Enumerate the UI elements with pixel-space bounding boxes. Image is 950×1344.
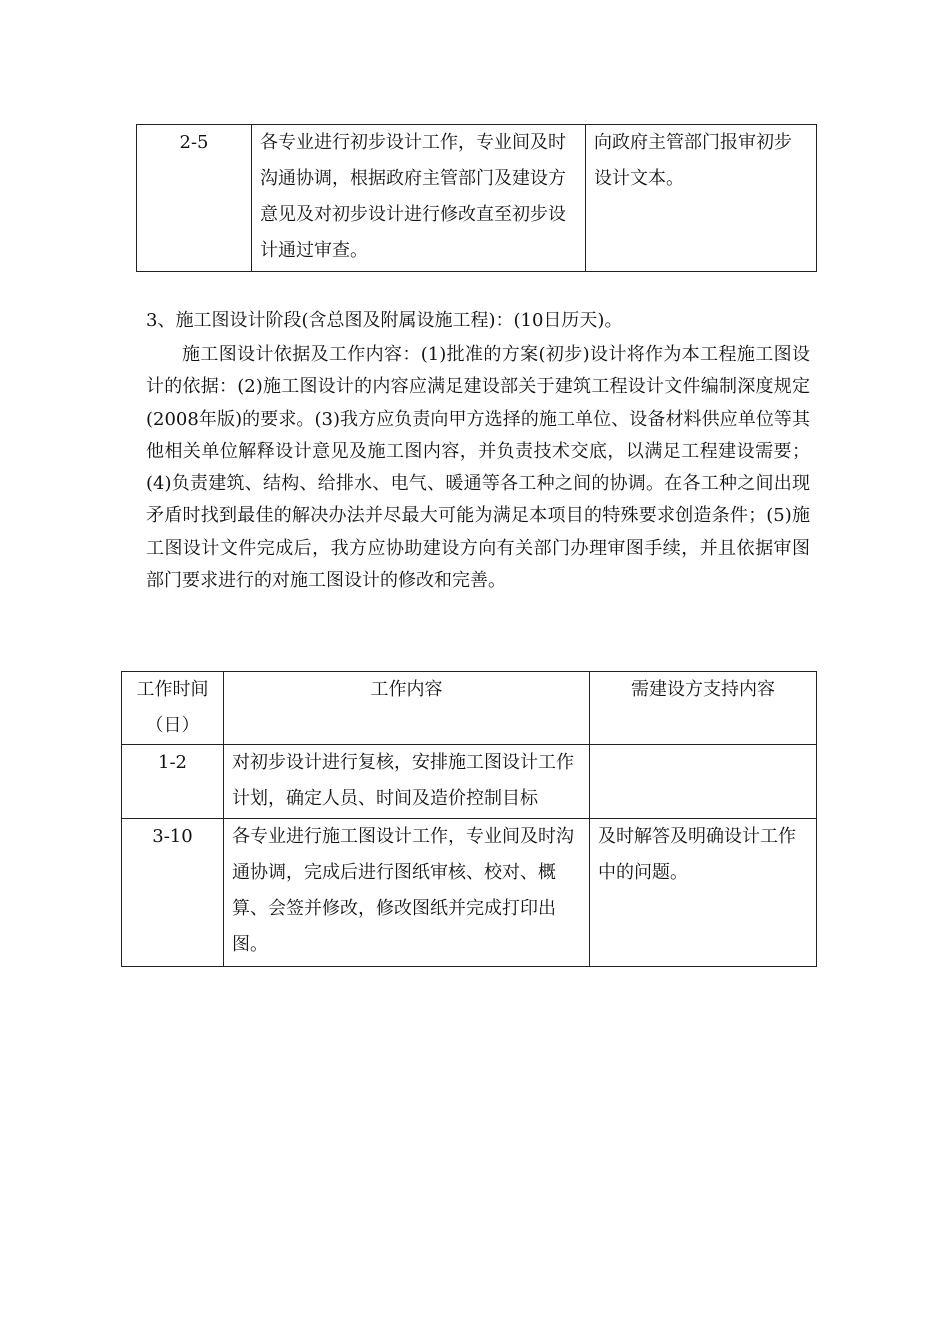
owner-support-cell bbox=[590, 745, 817, 819]
table-row bbox=[122, 819, 817, 967]
work-time-cell: 3-10 bbox=[122, 819, 224, 967]
table-row bbox=[137, 125, 817, 272]
section-heading: 3、施工图设计阶段(含总图及附属设施工程)：(10日历天)。 bbox=[146, 310, 623, 331]
header-work-content: 工作内容 bbox=[224, 672, 590, 745]
table-header-row bbox=[122, 672, 817, 745]
owner-support-cell: 及时解答及明确设计工作中的问题。 bbox=[590, 819, 817, 967]
table-row bbox=[122, 745, 817, 819]
work-content-cell: 对初步设计进行复核，安排施工图设计工作计划，确定人员、时间及造价控制目标 bbox=[224, 745, 590, 819]
schedule-table-preliminary bbox=[136, 124, 817, 272]
work-time-cell: 1-2 bbox=[122, 745, 224, 819]
header-work-time: 工作时间（日） bbox=[122, 672, 224, 745]
work-content-cell: 各专业进行初步设计工作，专业间及时沟通协调，根据政府主管部门及建设方意见及对初步设计进行修改直至初步设计通过审查。 bbox=[252, 125, 586, 272]
schedule-table-construction-drawing bbox=[121, 671, 817, 967]
owner-support-cell: 向政府主管部门报审初步设计文本。 bbox=[586, 125, 817, 272]
header-owner-support: 需建设方支持内容 bbox=[590, 672, 817, 745]
body-paragraph: 施工图设计依据及工作内容：(1)批准的方案(初步)设计将作为本工程施工图设计的依据：(2)施工图设计的内容应满足建设部关于建筑工程设计文件编制深度规定(2008年版)的要求。(3)我方应负责向甲方选择的施工单位、设备材料供应单位等其他相关单位解释设计意见及施工图内容，并负责技术交底，以满足工程建设需要；(4)负责建筑、结构、给排水、电气、暖通等各工种之间的协调。在各工种之间出现矛盾时找到最佳的解决办法并尽最大可能为满足本项目的特殊要求创造条件；(5)施工图设计文件完成后，我方应协助建设方向有关部门办理审图手续，并且依据审图部门要求进行的对施工图设计的修改和完善。 bbox=[146, 344, 810, 592]
work-content-cell: 各专业进行施工图设计工作，专业间及时沟通协调，完成后进行图纸审核、校对、概算、会签并修改，修改图纸并完成打印出图。 bbox=[224, 819, 590, 967]
work-time-cell: 2-5 bbox=[137, 125, 252, 272]
